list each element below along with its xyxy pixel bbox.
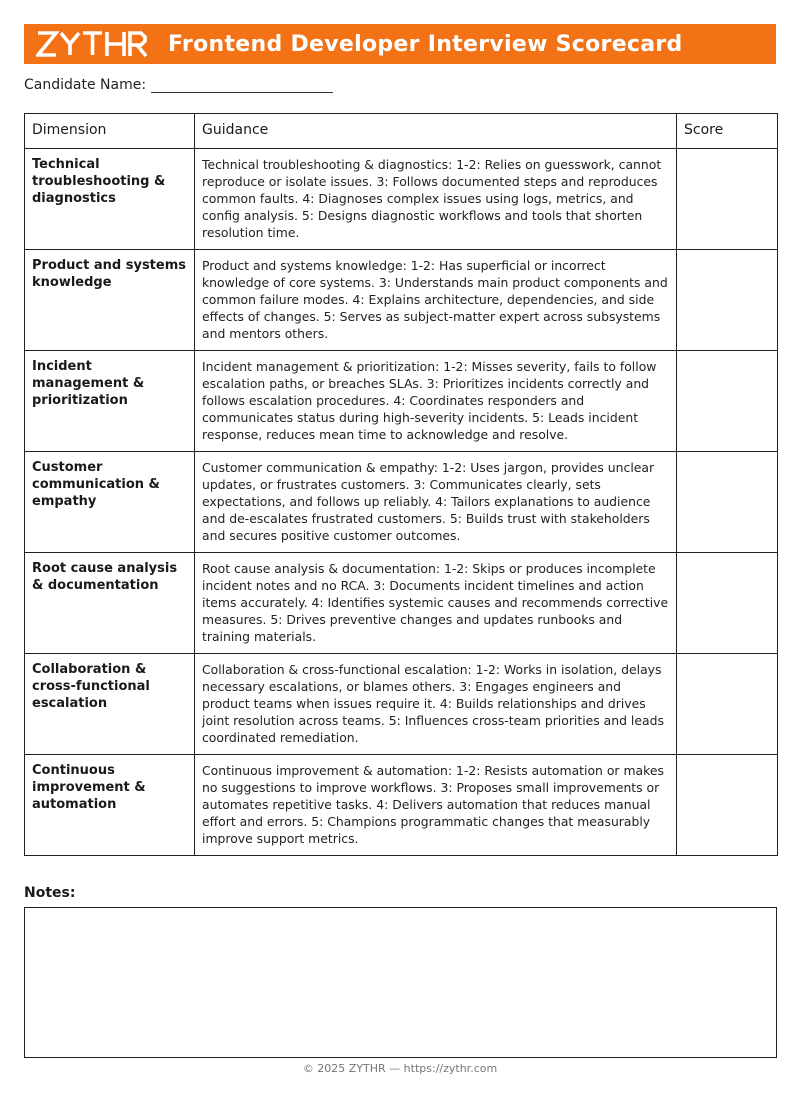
header-bar <box>24 24 776 64</box>
footer-text: © 2025 ZYTHR — https://zythr.com <box>302 1062 498 1075</box>
table-row <box>25 149 778 250</box>
dimension-cell: Incident management & prioritization <box>25 351 195 452</box>
notes-label: Notes: <box>24 885 76 901</box>
table-row <box>25 452 778 553</box>
notes-area[interactable] <box>24 907 777 1058</box>
guidance-cell: Continuous improvement & automation: 1-2: Resists automation or makes no suggestions to improve workflows. 3: Proposes small improvements or automates repetitive tasks. 4: Delivers automation that reduces manual effort and errors. 5: Champions programmatic changes that measurably improve support metrics. <box>195 755 677 856</box>
column-header-score: Score <box>677 114 778 149</box>
score-cell[interactable] <box>677 351 778 452</box>
table-row <box>25 755 778 856</box>
table-row <box>25 250 778 351</box>
guidance-cell: Technical troubleshooting & diagnostics: 1-2: Relies on guesswork, cannot reproduce or isolate issues. 3: Follows documented steps and reproduces common faults. 4: Diagnoses complex issues using logs, metrics, and config analysis. 5: Designs diagnostic workflows and tools that shorten resolution time. <box>195 149 677 250</box>
candidate-name-label: Candidate Name: <box>24 77 147 93</box>
guidance-cell: Collaboration & cross-functional escalation: 1-2: Works in isolation, delays necessary escalations, or blames others. 3: Engages engineers and product teams when issues require it. 4: Builds relationships and drives joint resolution across teams. 5: Influences cross-team priorities and leads coordinated remediation. <box>195 654 677 755</box>
dimension-cell: Root cause analysis & documentation <box>25 553 195 654</box>
table-row <box>25 553 778 654</box>
dimension-cell: Continuous improvement & automation <box>25 755 195 856</box>
score-cell[interactable] <box>677 452 778 553</box>
scorecard-table <box>24 113 778 856</box>
score-cell[interactable] <box>677 250 778 351</box>
column-header-guidance: Guidance <box>195 114 677 149</box>
guidance-cell: Root cause analysis & documentation: 1-2: Skips or produces incomplete incident notes and no RCA. 3: Documents incident timelines and action items accurately. 4: Identifies systemic causes and recommends corrective measures. 5: Drives preventive changes and updates runbooks and training materials. <box>195 553 677 654</box>
page-title: Frontend Developer Interview Scorecard <box>168 31 683 57</box>
guidance-cell: Product and systems knowledge: 1-2: Has superficial or incorrect knowledge of core systems. 3: Understands main product components and common failure modes. 4: Explains architecture, dependencies, and side effects of changes. 5: Serves as subject-matter expert across subsystems and mentors others. <box>195 250 677 351</box>
table-header-row <box>25 114 778 149</box>
table-row <box>25 351 778 452</box>
guidance-cell: Customer communication & empathy: 1-2: Uses jargon, provides unclear updates, or frustrates customers. 3: Communicates clearly, sets expectations, and follows up reliably. 4: Tailors explanations to audience and de-escalates frustrated customers. 5: Builds trust with stakeholders and secures positive customer outcomes. <box>195 452 677 553</box>
zythr-logo <box>36 30 148 58</box>
table-row <box>25 654 778 755</box>
score-cell[interactable] <box>677 654 778 755</box>
dimension-cell: Product and systems knowledge <box>25 250 195 351</box>
dimension-cell: Customer communication & empathy <box>25 452 195 553</box>
dimension-cell: Collaboration & cross-functional escalation <box>25 654 195 755</box>
score-cell[interactable] <box>677 553 778 654</box>
score-cell[interactable] <box>677 755 778 856</box>
dimension-cell: Technical troubleshooting & diagnostics <box>25 149 195 250</box>
score-cell[interactable] <box>677 149 778 250</box>
guidance-cell: Incident management & prioritization: 1-2: Misses severity, fails to follow escalation paths, or breaches SLAs. 3: Prioritizes incidents correctly and follows escalation procedures. 4: Coordinates responders and communicates status during high-severity incidents. 5: Leads incident response, reduces mean time to acknowledge and resolve. <box>195 351 677 452</box>
candidate-name-field[interactable] <box>151 77 333 93</box>
candidate-name-row <box>24 77 333 93</box>
column-header-dimension: Dimension <box>25 114 195 149</box>
